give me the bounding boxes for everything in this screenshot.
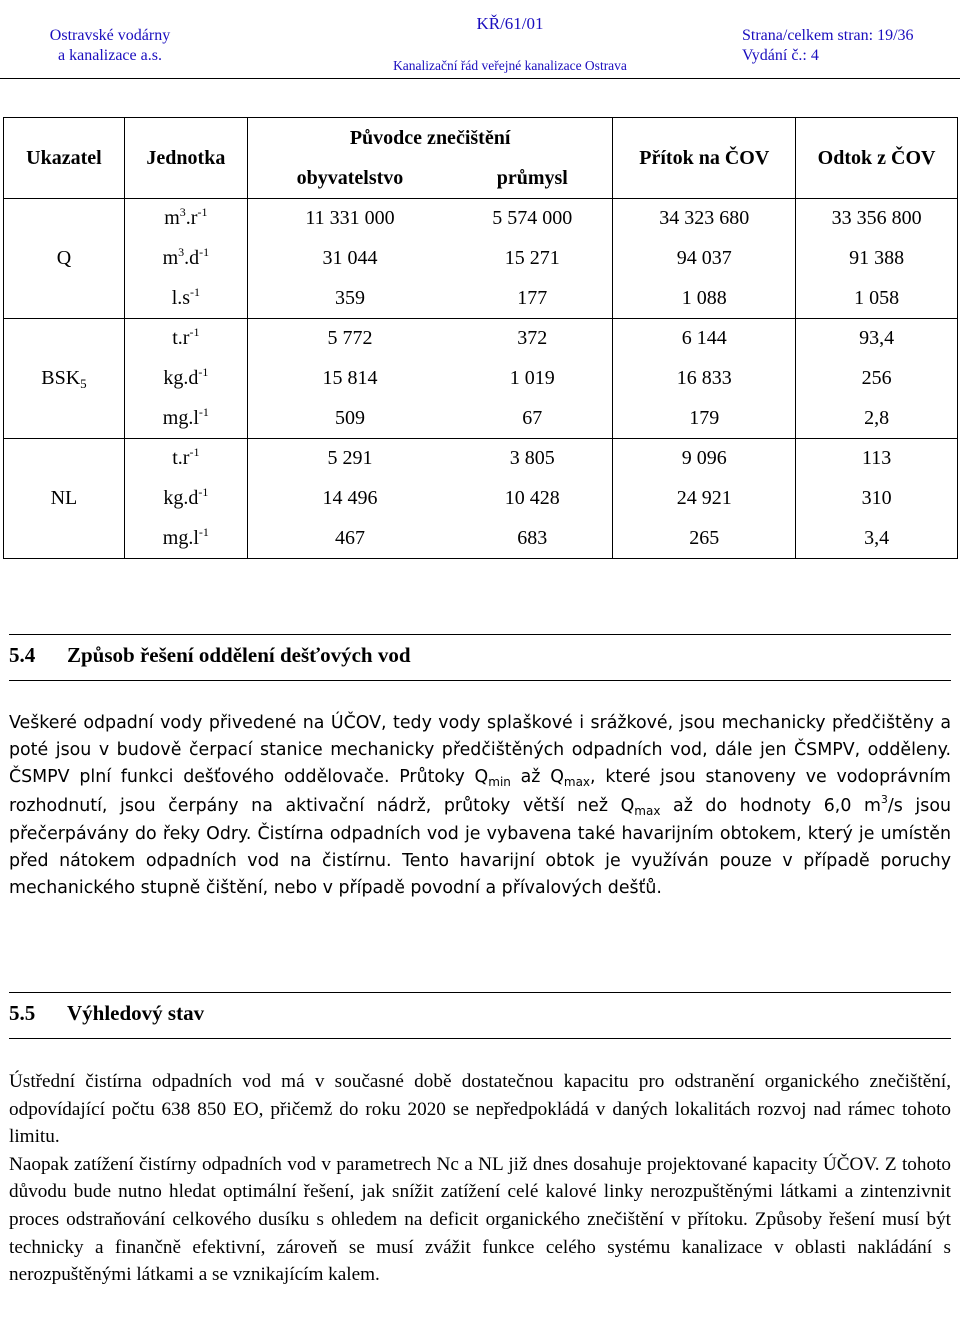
table-row bbox=[4, 278, 958, 318]
population-cell: 359 bbox=[247, 278, 452, 318]
section-number: 5.5 bbox=[9, 1001, 36, 1025]
population-cell: 5 291 bbox=[247, 439, 452, 479]
population-cell: 509 bbox=[247, 398, 452, 438]
inflow-cell: 179 bbox=[613, 398, 796, 438]
industry-cell: 683 bbox=[452, 519, 613, 559]
table-row bbox=[4, 398, 958, 438]
edition-number: Vydání č.: 4 bbox=[742, 47, 819, 64]
section-number: 5.4 bbox=[9, 643, 36, 667]
unit-cell bbox=[124, 359, 247, 399]
header-industry: průmysl bbox=[452, 158, 613, 199]
table-row bbox=[4, 239, 958, 279]
document-id bbox=[300, 14, 720, 74]
header-population: obyvatelstvo bbox=[247, 158, 452, 199]
unit-text: l.s bbox=[171, 286, 191, 309]
section-title: Výhledový stav bbox=[67, 1001, 205, 1025]
unit-cell bbox=[124, 278, 247, 318]
unit-text: .r bbox=[185, 207, 198, 230]
unit-superscript: -1 bbox=[190, 284, 201, 299]
industry-cell: 3 805 bbox=[452, 439, 613, 479]
subscript: min bbox=[488, 775, 511, 790]
header-outflow: Odtok z ČOV bbox=[796, 118, 958, 199]
section-title: Způsob řešení oddělení dešťových vod bbox=[67, 643, 411, 667]
page-info bbox=[742, 26, 914, 66]
unit-superscript: -1 bbox=[199, 245, 210, 260]
unit-superscript: 3 bbox=[178, 245, 185, 260]
header-indicator: Ukazatel bbox=[4, 118, 125, 199]
inflow-cell: 6 144 bbox=[613, 319, 796, 359]
indicator-label: NL bbox=[50, 487, 78, 510]
industry-cell: 5 574 000 bbox=[452, 199, 613, 239]
industry-cell: 10 428 bbox=[452, 479, 613, 519]
unit-superscript: -1 bbox=[198, 404, 209, 419]
outflow-cell: 113 bbox=[796, 439, 958, 479]
section-divider bbox=[9, 992, 951, 993]
outflow-cell: 93,4 bbox=[796, 319, 958, 359]
population-cell: 5 772 bbox=[247, 319, 452, 359]
unit-superscript: -1 bbox=[198, 485, 209, 500]
company-line2: a kanalizace a.s. bbox=[58, 47, 162, 64]
section-heading bbox=[9, 1001, 204, 1026]
subscript: max bbox=[634, 803, 661, 818]
table-row bbox=[4, 359, 958, 399]
indicator-cell bbox=[4, 199, 125, 319]
unit-text: m bbox=[162, 247, 179, 270]
industry-cell: 372 bbox=[452, 319, 613, 359]
paragraph bbox=[9, 710, 951, 902]
outflow-cell: 2,8 bbox=[796, 398, 958, 438]
unit-cell bbox=[124, 239, 247, 279]
outflow-cell: 3,4 bbox=[796, 519, 958, 559]
unit-cell bbox=[124, 519, 247, 559]
unit-cell bbox=[124, 319, 247, 359]
outflow-cell: 256 bbox=[796, 359, 958, 399]
superscript: 3 bbox=[880, 792, 888, 806]
section-body bbox=[9, 710, 951, 902]
unit-text: m bbox=[164, 207, 180, 230]
table-row bbox=[4, 519, 958, 559]
unit-text: .d bbox=[184, 247, 200, 270]
unit-superscript: -1 bbox=[189, 445, 200, 460]
population-cell: 14 496 bbox=[247, 479, 452, 519]
unit-text: kg.d bbox=[163, 367, 199, 390]
inflow-cell: 24 921 bbox=[613, 479, 796, 519]
industry-cell: 15 271 bbox=[452, 239, 613, 279]
paragraph: Naopak zatížení čistírny odpadních vod v parametrech Nc a NL již dnes dosahuje projektované kapacity ÚČOV. Z tohoto důvodu bude nutno hledat optimální řešení, jak snížit zatížení celé kalové linky nerozpuštěnými látkami a zintenzivnit proces odstraňování celkového dusíku s ohledem na deficit organického znečištění v přítoku. Způsoby řešení musí být technicky a finančně efektivní, zároveň se musí zvážit funkce celého systému kanalizace v oblasti nakládání s nerozpuštěnými látkami a se vznikajícím kalem. bbox=[9, 1153, 951, 1286]
paragraph-text: /s jsou přečerpávány do řeky Odry. Čistírna odpadních vod je vybavena také havarijním obtokem, který je umístěn před nátokem odpadních vod na čistírnu. Tento havarijní obtok je využíván pouze v případě poruchy mechanického stupně čištění, nebo v případě povodní a přívalových dešťů. bbox=[9, 795, 951, 899]
document-title: Kanalizační řád veřejné kanalizace Ostrava bbox=[393, 58, 627, 73]
outflow-cell: 91 388 bbox=[796, 239, 958, 279]
table-row bbox=[4, 439, 958, 479]
indicator-label: BSK bbox=[41, 367, 81, 390]
subscript: max bbox=[563, 775, 591, 790]
indicator-cell bbox=[4, 439, 125, 559]
outflow-cell: 310 bbox=[796, 479, 958, 519]
unit-cell bbox=[124, 398, 247, 438]
paragraph-text: , které jsou stanoveny ve vodoprávním rozhodnutí, jsou čerpány na aktivační nádrž, průtoky větší než Q bbox=[9, 767, 952, 816]
company-line1: Ostravské vodárny bbox=[49, 27, 171, 44]
section-divider bbox=[9, 1038, 951, 1039]
table-row bbox=[4, 319, 958, 359]
unit-text: kg.d bbox=[163, 487, 199, 510]
unit-superscript: 3 bbox=[179, 205, 186, 220]
header-inflow: Přítok na ČOV bbox=[613, 118, 796, 199]
inflow-cell: 34 323 680 bbox=[613, 199, 796, 239]
unit-cell bbox=[124, 199, 247, 239]
section-body bbox=[9, 1068, 951, 1289]
table-row bbox=[4, 479, 958, 519]
paragraph-text: až do hodnoty 6,0 m bbox=[660, 795, 881, 816]
page-count: Strana/celkem stran: 19/36 bbox=[742, 27, 914, 44]
unit-cell bbox=[124, 479, 247, 519]
indicator-label: Q bbox=[56, 247, 72, 270]
indicator-cell bbox=[4, 319, 125, 439]
indicator-subscript: 5 bbox=[80, 376, 87, 392]
unit-text: mg.l bbox=[162, 526, 199, 549]
unit-superscript: -1 bbox=[197, 205, 208, 220]
unit-superscript: -1 bbox=[198, 365, 209, 380]
population-cell: 15 814 bbox=[247, 359, 452, 399]
header-source: Původce znečištění bbox=[247, 118, 613, 159]
unit-text: mg.l bbox=[162, 406, 199, 429]
company-name bbox=[10, 26, 210, 66]
page-header bbox=[0, 0, 960, 80]
population-cell: 11 331 000 bbox=[247, 199, 452, 239]
header-unit: Jednotka bbox=[124, 118, 247, 199]
industry-cell: 67 bbox=[452, 398, 613, 438]
outflow-cell: 1 058 bbox=[796, 278, 958, 318]
inflow-cell: 94 037 bbox=[613, 239, 796, 279]
unit-superscript: -1 bbox=[198, 524, 209, 539]
inflow-cell: 265 bbox=[613, 519, 796, 559]
header-divider bbox=[0, 78, 960, 79]
industry-cell: 177 bbox=[452, 278, 613, 318]
table-row bbox=[4, 199, 958, 239]
section-divider bbox=[9, 634, 951, 635]
population-cell: 467 bbox=[247, 519, 452, 559]
population-cell: 31 044 bbox=[247, 239, 452, 279]
paragraph-text: Veškeré odpadní vody přivedené na ÚČOV, tedy vody splaškové i srážkové, jsou mechanicky předčištěny a poté jsou v budově čerpací stanice mechanicky předčištěných odpadních vod, dále jen ČSMPV, odděleny. ČSMPV plní funkci dešťového oddělovače. Průtoky Q bbox=[9, 713, 951, 788]
outflow-cell: 33 356 800 bbox=[796, 199, 958, 239]
paragraph: Ústřední čistírna odpadních vod má v současné době dostatečnou kapacitu pro odstranění organického znečištění, odpovídající počtu 638 850 EO, přičemž do roku 2020 se nepředpokládá v daných lokalitách rozvoj nad rámec tohoto limitu. bbox=[9, 1071, 951, 1148]
unit-text: t.r bbox=[172, 327, 190, 350]
industry-cell: 1 019 bbox=[452, 359, 613, 399]
unit-text: t.r bbox=[172, 447, 190, 470]
inflow-cell: 16 833 bbox=[613, 359, 796, 399]
inflow-cell: 1 088 bbox=[613, 278, 796, 318]
pollution-table bbox=[3, 117, 958, 559]
inflow-cell: 9 096 bbox=[613, 439, 796, 479]
section-heading bbox=[9, 643, 411, 668]
paragraph-text: až Q bbox=[510, 767, 564, 788]
document-code: KŘ/61/01 bbox=[476, 14, 544, 33]
section-divider bbox=[9, 680, 951, 681]
unit-superscript: -1 bbox=[189, 325, 200, 340]
unit-cell bbox=[124, 439, 247, 479]
